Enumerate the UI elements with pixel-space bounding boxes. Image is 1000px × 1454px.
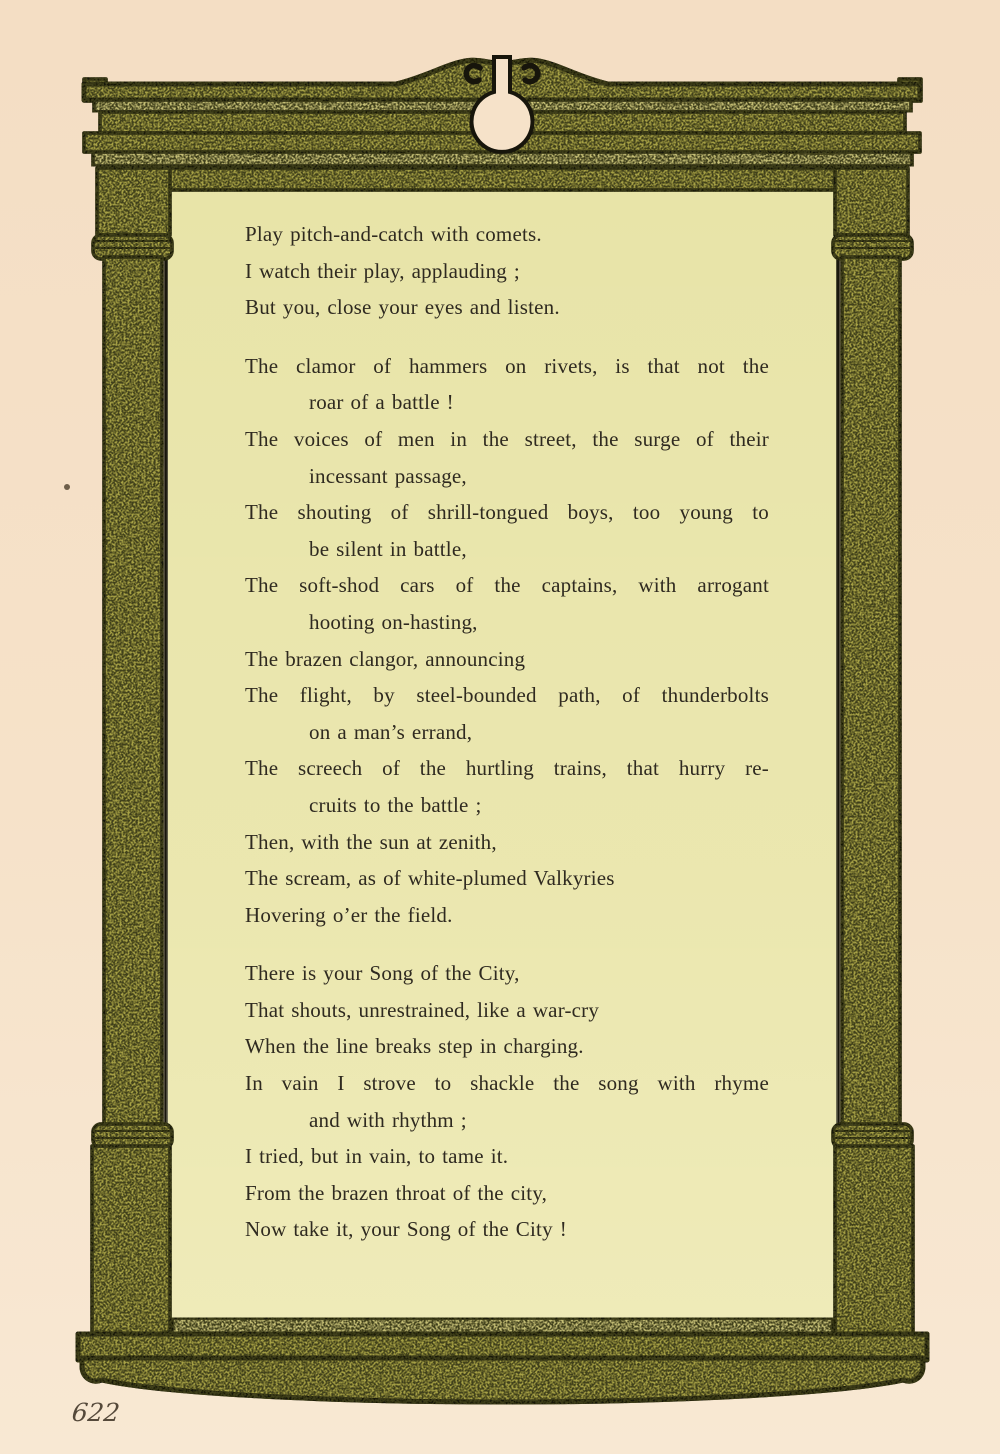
poem-line: Now take it, your Song of the City !: [245, 1217, 567, 1242]
paper-fleck: [64, 484, 70, 490]
stanza: [245, 348, 769, 934]
poem-line: The soft-shod cars of the captains, with arrogant: [245, 573, 769, 598]
poem-line: The brazen clangor, announcing: [245, 646, 526, 671]
poem-line: Hovering o’er the field.: [245, 902, 453, 927]
poem-line: The flight, by steel-bounded path, of thunderbolts: [245, 683, 769, 708]
poem-line: When the line breaks step in charging.: [245, 1034, 584, 1059]
poem-line: The voices of men in the street, the surge of their: [245, 426, 769, 451]
poem-line: There is your Song of the City,: [245, 961, 520, 986]
poem-line: hooting on-hasting,: [309, 609, 478, 634]
poem-line: Then, with the sun at zenith,: [245, 829, 497, 854]
frame-base: [78, 1318, 927, 1402]
poem-line: Play pitch-and-catch with comets.: [245, 222, 542, 246]
poem-line: I watch their play, applauding ;: [245, 258, 520, 283]
poem-line: and with rhythm ;: [309, 1107, 467, 1132]
poem-line: But you, close your eyes and listen.: [245, 295, 560, 320]
poem-line: cruits to the battle ;: [309, 792, 482, 817]
poem-line: From the brazen throat of the city,: [245, 1180, 548, 1205]
poem-line: be silent in battle,: [309, 536, 467, 561]
poem-line: incessant passage,: [309, 463, 467, 488]
poem-line: The scream, as of white-plumed Valkyries: [245, 866, 615, 891]
frame-column-right: [833, 168, 913, 1336]
frame-column-left: [92, 168, 172, 1336]
stanza: [245, 216, 769, 326]
poem-line: That shouts, unrestrained, like a war-cry: [245, 997, 600, 1022]
page-number: 622: [70, 1398, 122, 1427]
poem-line: The clamor of hammers on rivets, is that not the: [245, 353, 769, 378]
stanza: [245, 955, 769, 1248]
poem-line: roar of a battle !: [309, 390, 454, 415]
poem-text: [245, 216, 769, 1248]
poem-line: on a man’s errand,: [309, 719, 473, 744]
poem-line: The screech of the hurtling trains, that hurry re-: [245, 756, 769, 781]
poem-line: I tried, but in vain, to tame it.: [245, 1144, 509, 1169]
poem-line: The shouting of shrill-tongued boys, too young to: [245, 500, 769, 525]
frame-apron: [82, 1358, 923, 1402]
poem-line: In vain I strove to shackle the song with rhyme: [245, 1071, 769, 1096]
